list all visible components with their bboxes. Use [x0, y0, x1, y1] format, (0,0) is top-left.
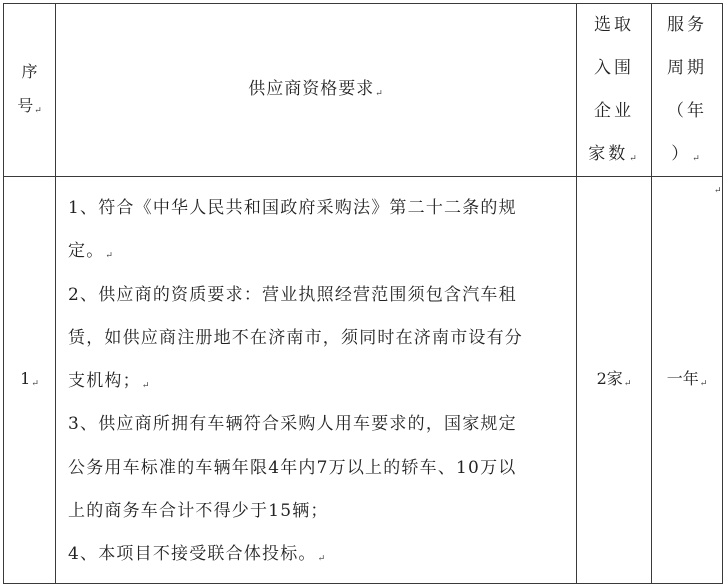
requirement-line-7: 公务用车标准的车辆年限4年内7万以上的轿车、10万以 — [68, 457, 517, 478]
paragraph-mark: ↵ — [34, 106, 42, 116]
row-count-text: 2家 — [596, 368, 623, 388]
header-count-cell — [577, 4, 652, 177]
requirement-line-6: 3、供应商所拥有车辆符合采购人用车要求的，国家规定 — [68, 414, 517, 435]
requirement-line-9 — [68, 533, 566, 576]
requirement-line-4: 赁，如供应商注册地不在济南市，须同时在济南市设有分 — [68, 327, 523, 348]
header-period-line-4-text: ） — [671, 144, 692, 164]
header-period-cell — [652, 4, 723, 177]
header-period-line-1: 服务 — [667, 15, 707, 35]
paragraph-mark: ↵ — [699, 378, 708, 389]
paragraph-mark: ↵ — [375, 89, 384, 99]
header-count-line-4 — [588, 133, 640, 176]
requirement-line-2-text: 定。 — [68, 241, 105, 262]
requirement-line-5-text: 支机构； — [68, 371, 141, 392]
requirement-line-8: 上的商务车合计不得少于15辆； — [68, 501, 329, 522]
header-count-line-1: 选取 — [594, 15, 634, 35]
paragraph-mark: ↵ — [31, 378, 39, 389]
row-period-cell — [652, 177, 723, 584]
paragraph-mark: ↵ — [629, 154, 640, 164]
header-requirements-text: 供应商资格要求 — [248, 79, 375, 99]
requirement-line-1: 1、符合《中华人民共和国政府采购法》第二十二条的规 — [68, 198, 517, 218]
header-index-char-2 — [17, 98, 42, 116]
header-count-line-4-text: 家数 — [588, 144, 629, 164]
header-count-line-2: 入围 — [594, 58, 634, 78]
header-index-char-2-text: 号 — [17, 96, 34, 115]
paragraph-mark: ↵ — [623, 378, 632, 389]
requirement-line-9-text: 4、本项目不接受联合体投标。 — [68, 544, 317, 565]
requirement-line-5 — [68, 360, 566, 403]
table-header-row — [4, 4, 723, 177]
paragraph-mark: ↵ — [317, 554, 327, 565]
row-index-cell — [4, 177, 56, 584]
row-period-text: 一年 — [666, 368, 699, 388]
requirement-line-2 — [68, 230, 566, 273]
header-count-label — [577, 4, 651, 176]
header-index-char-1: 序 — [21, 62, 38, 81]
header-period-line-4 — [671, 133, 703, 176]
header-index-cell — [4, 4, 56, 177]
row-index-text: 1 — [20, 368, 31, 388]
requirement-line-3: 2、供应商的资质要求：营业执照经营范围须包含汽车租 — [68, 284, 517, 305]
paragraph-mark: ↵ — [141, 381, 151, 392]
paragraph-mark: ↵ — [105, 251, 115, 262]
header-requirements-cell — [56, 4, 577, 177]
header-period-line-2: 周期 — [667, 58, 707, 78]
header-period-line-3: （年 — [667, 101, 707, 121]
table-row — [4, 177, 723, 584]
paragraph-mark: ↵ — [692, 154, 703, 164]
supplier-requirements-table — [3, 3, 723, 584]
row-requirements-cell — [56, 177, 577, 584]
header-requirements-label — [248, 79, 384, 99]
header-count-line-3: 企业 — [594, 101, 634, 121]
row-end-mark: ↵ — [714, 186, 722, 196]
header-index-label — [4, 64, 55, 116]
header-period-label — [652, 4, 722, 176]
row-count-cell — [577, 177, 652, 584]
